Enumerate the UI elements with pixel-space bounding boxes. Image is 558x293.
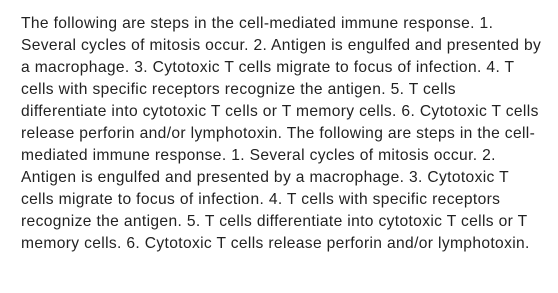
question-text (21, 13, 546, 255)
question-paragraph-1: The following are steps in the cell-mediated immune response. 1. Several cycles of mitosis occur. 2. Antigen is engulfed and presented by a macrophage. 3. Cytotoxic T cells migrate to focus of infection. 4. T cells with specific receptors recognize the antigen. 5. T cells differentiate into cytotoxic T cells or T memory cells. 6. Cytotoxic T cells release perforin and/or lymphotoxin. (21, 15, 542, 142)
question-paragraph-2: The following are steps in the cell-mediated immune response. 1. Several cycles of mitosis occur. 2. Antigen is engulfed and presented by a macrophage. 3. Cytotoxic T cells migrate to focus of infection. 4. T cells with specific receptors recognize the antigen. 5. T cells differentiate into cytotoxic T cells or T memory cells. 6. Cytotoxic T cells release perforin and/or lymphotoxin. (21, 125, 536, 252)
